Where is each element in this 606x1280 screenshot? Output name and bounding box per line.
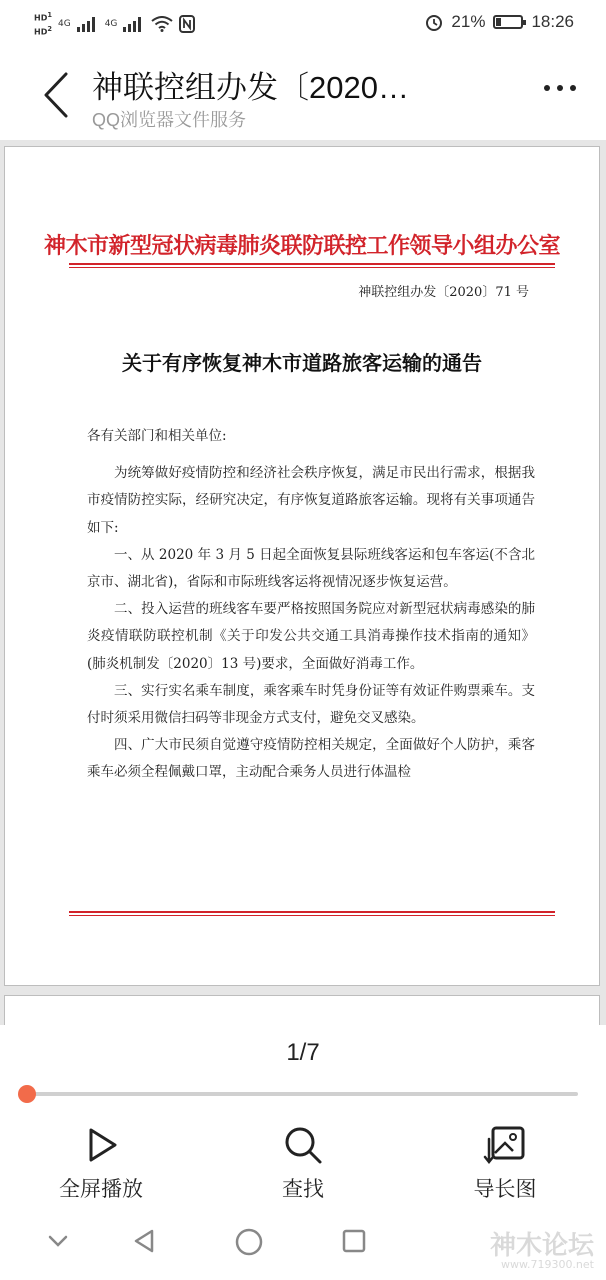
page-title: 神联控组办发〔2020…	[92, 70, 409, 105]
document-viewer[interactable]	[0, 140, 606, 1025]
clock: 18:26	[531, 12, 574, 31]
page-indicator: 1/7	[286, 1039, 320, 1066]
hd2-sub: 2	[47, 24, 52, 33]
paragraph: 一、从 2020 年 3 月 5 日起全面恢复县际班线客运和包车客运(不含北京市、湖北省)，省际和市际班线客运将视情况逐步恢复运营。	[87, 546, 535, 591]
battery-percent: 21%	[451, 12, 486, 31]
watermark-text: 神木论坛	[489, 1231, 594, 1261]
viewer-controls	[0, 1025, 606, 1207]
footer-rule-thin	[69, 915, 555, 916]
hd1-sub: 1	[47, 11, 52, 19]
next-document-page	[4, 995, 600, 1025]
wifi-icon	[151, 16, 173, 32]
more-dot-icon	[557, 85, 563, 91]
play-icon	[81, 1125, 121, 1165]
nav-back-icon[interactable]	[130, 1227, 158, 1255]
system-navigation-bar	[0, 1207, 606, 1280]
find-label: 查找	[282, 1178, 324, 1201]
signal-icon	[123, 16, 145, 32]
hd2-label: HD	[34, 27, 48, 37]
status-bar	[0, 0, 606, 50]
paragraph: 三、实行实名乘车制度，乘客乘车时凭身份证等有效证件购票乘车。支付时须采用微信扫码等非现金方式支付，避免交叉感染。	[87, 682, 535, 727]
more-options-button[interactable]	[544, 85, 576, 91]
slider-thumb[interactable]	[18, 1085, 36, 1103]
nav-home-icon[interactable]	[234, 1227, 264, 1257]
document-page	[4, 146, 600, 986]
long-image-icon	[483, 1125, 527, 1165]
page-slider[interactable]	[26, 1089, 578, 1098]
more-dot-icon	[544, 85, 550, 91]
footer-rule	[69, 911, 555, 913]
battery-icon	[493, 15, 523, 29]
salutation: 各有关部门和相关单位:	[87, 428, 227, 444]
nav-collapse-icon[interactable]	[44, 1227, 72, 1255]
fullscreen-play-button[interactable]	[26, 1125, 176, 1203]
status-left	[34, 10, 195, 37]
nav-recents-icon[interactable]	[340, 1227, 368, 1255]
paragraph: 二、投入运营的班线客车要严格按照国务院应对新型冠状病毒感染的肺炎疫情联防联控机制《关于印发公共交通工具消毒操作技术指南的通知》(肺炎机制发〔2020〕13 号)要求，全面做好消毒工作。	[87, 601, 535, 672]
page-subtitle: QQ浏览器文件服务	[92, 110, 247, 130]
network-type-1: 4G	[57, 18, 71, 29]
signal-icon	[77, 16, 99, 32]
letterhead: 神木市新型冠状病毒肺炎联防联控工作领导小组办公室	[43, 233, 560, 259]
alarm-icon	[425, 13, 443, 31]
letterhead-rule-thin	[69, 267, 555, 268]
export-long-image-button[interactable]	[430, 1125, 580, 1203]
slider-track[interactable]	[26, 1092, 578, 1096]
battery-fill	[496, 18, 501, 26]
document-number: 神联控组办发〔2020〕71 号	[358, 285, 529, 300]
paragraph: 为统筹做好疫情防控和经济社会秩序恢复，满足市民出行需求，根据我市疫情防控实际，经研究决定，有序恢复道路旅客运输。现将有关事项通告如下:	[87, 465, 535, 536]
document-body	[87, 423, 535, 787]
back-arrow-icon	[38, 70, 78, 120]
fullscreen-play-label: 全屏播放	[59, 1178, 143, 1201]
nfc-icon	[179, 15, 195, 33]
back-button[interactable]	[38, 70, 78, 120]
forum-watermark	[490, 1225, 594, 1271]
watermark-url: www.719300.net	[500, 1258, 594, 1271]
letterhead-rule	[69, 263, 555, 265]
export-long-image-label: 导长图	[473, 1178, 537, 1201]
hd1-label: HD	[34, 13, 48, 23]
search-icon	[283, 1125, 323, 1165]
more-dot-icon	[570, 85, 576, 91]
notice-title: 关于有序恢复神木市道路旅客运输的通告	[122, 351, 482, 375]
network-type-2: 4G	[104, 18, 118, 29]
paragraph: 四、广大市民须自觉遵守疫情防控相关规定，全面做好个人防护，乘客乘车必须全程佩戴口罩，主动配合乘务人员进行体温检	[87, 737, 535, 781]
status-right	[425, 12, 574, 32]
find-button[interactable]	[228, 1125, 378, 1203]
title-bar	[0, 50, 606, 140]
hd-indicator	[34, 10, 52, 37]
